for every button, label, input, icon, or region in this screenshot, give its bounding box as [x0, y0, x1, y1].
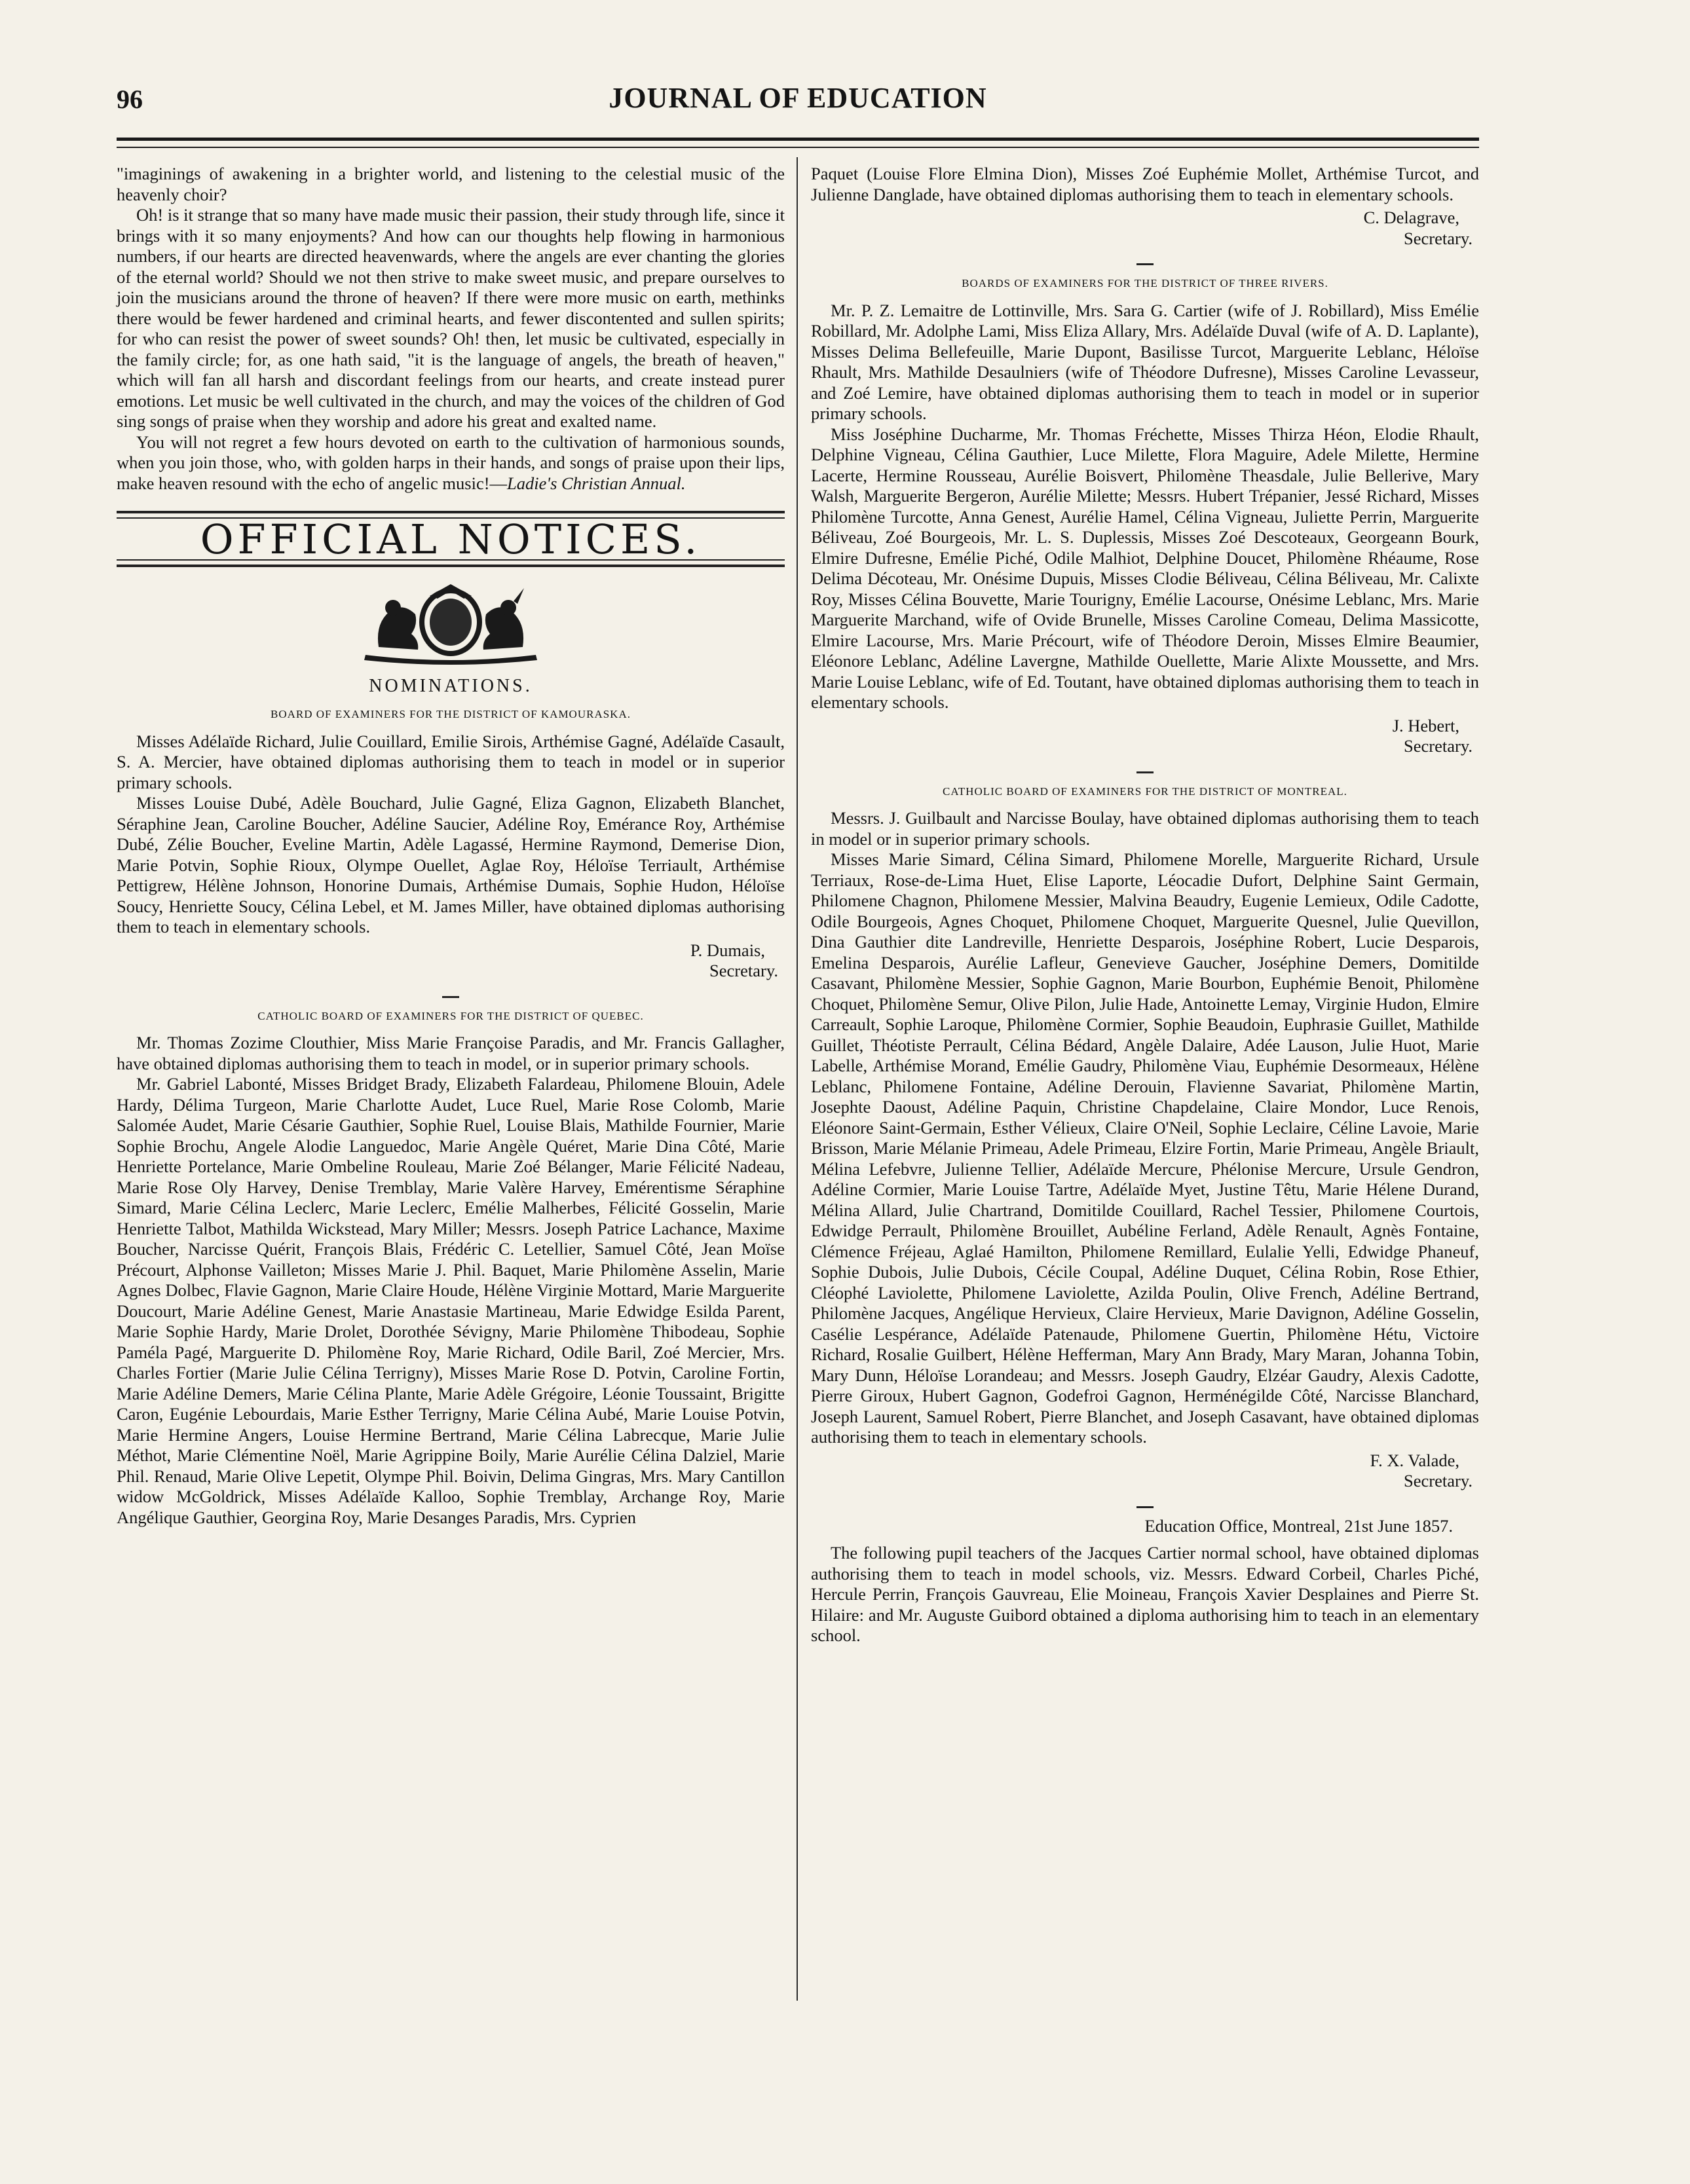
official-notices-block: [117, 511, 785, 567]
rule: [117, 565, 785, 567]
kamouraska-signature: P. Dumais,: [690, 940, 765, 960]
kamouraska-role: Secretary.: [709, 961, 778, 980]
intro-paragraph-3: [117, 432, 785, 494]
three-rivers-board-title: BOARDS OF EXAMINERS FOR THE DISTRICT OF THREE RIVERS.: [962, 277, 1328, 289]
rule: [117, 511, 785, 513]
closing-paragraph: The following pupil teachers of the Jacques Cartier normal school, have obtained diplomas authorising them to teach in model schools, viz. Messrs. Edward Corbeil, Charles Piché, Hercule Perrin, François Gauvreau, Elie Moineau, François Xavier Desplaines and Pierre St. Hilaire: and Mr. Auguste Guibord obtained a diploma authorising him to teach in an elementary school.: [811, 1543, 1479, 1645]
three-rivers-signature: J. Hebert,: [1392, 715, 1459, 735]
header-rule-thick: [117, 138, 1479, 141]
quebec-paragraph-2: Mr. Gabriel Labonté, Misses Bridget Brady, Elizabeth Falardeau, Philomene Blouin, Adele Hardy, Délima Turgeon, Marie Charlotte Audet, Luce Ruel, Marie Rose Colomb, Marie Salomée Audet, Marie Césarie Gauthier, Sophie Ruel, Louise Blais, Mathilde Fournier, Marie Sophie Brochu, Angele Alodie Languedoc, Marie Angèle Quéret, Marie Dina Côté, Marie Henriette Portelance, Marie Ombeline Rouleau, Marie Zoé Bélanger, Marie Félicité Nadeau, Marie Rose Oly Harvey, Denise Tremblay, Marie Valère Harvey, Emérentisme Séraphine Simard, Marie Célina Leclerc, Marie Leclerc, Emélie Malherbes, Félicité Gosselin, Marie Henriette Talbot, Mathilda Wickstead, Mary Miller; Messrs. Joseph Patrice Lachance, Maxime Boucher, Narcisse Quérit, François Blais, Frédéric C. Letellier, Samuel Côté, Jean Moïse Précourt, Alphonse Vailleton; Misses Marie J. Phil. Baquet, Marie Philomène Asselin, Marie Agnes Dolbec, Flavie Gagnon, Marie Claire Houde, Hélène Virginie Mottard, Marie Marguerite Doucourt, Marie Adéline Genest, Marie Anastasie Martineau, Marie Edwidge Esilda Parent, Marie Sophie Hardy, Marie Drolet, Dorothée Sévigny, Marie Philomène Thibodeau, Sophie Paméla Pagé, Marguerite D. Philomène Roy, Marie Richard, Odile Baril, Zoé Mercier, Mrs. Charles Fortier (Marie Julie Célina Terrigny), Misses Marie Rose D. Potvin, Caroline Fortin, Marie Adéline Demers, Marie Célina Plante, Marie Adèle Grégoire, Léonie Toussaint, Brigitte Caron, Eugénie Lebourdais, Marie Esther Terrigny, Marie Célina Aubé, Marie Louise Potvin, Marie Hermine Angers, Louise Hermine Bertrand, Marie Célina Labrecque, Marie Julie Méthot, Marie Clémentine Noël, Marie Agrippine Boily, Marie Aurélie Célina Dalziel, Marie Phil. Renaud, Marie Olive Lepetit, Olympe Phil. Boivin, Delima Gingras, Mrs. Mary Cantillon widow McGoldrick, Misses Adélaïde Kalloo, Sophie Tremblay, Archange Roy, Marie Angélique Gauthier, Georgina Roy, Marie Desanges Paradis, Mrs. Cyprien: [117, 1074, 785, 1527]
section-dash: [1136, 771, 1154, 773]
montreal-role: Secretary.: [1404, 1471, 1473, 1490]
quebec-continued: Paquet (Louise Flore Elmina Dion), Misses Zoé Euphémie Mollet, Arthémise Turcot, and Julienne Danglade, have obtained diplomas authorising them to teach in elementary schools.: [811, 164, 1479, 204]
dateline: Education Office, Montreal, 21st June 1857.: [1144, 1515, 1453, 1536]
quebec-paragraph-1: Mr. Thomas Zozime Clouthier, Miss Marie Françoise Paradis, and Mr. Francis Gallagher, have obtained diplomas authorising them to teach in model, or in superior primary schools.: [117, 1033, 785, 1073]
montreal-paragraph-2: Misses Marie Simard, Célina Simard, Philomene Morelle, Marguerite Richard, Ursule Terriaux, Rose-de-Lima Huet, Elise Laporte, Léocadie Dufort, Delphine Saint Germain, Philomene Chagnon, Philomene Messier, Malvina Beaudry, Eugenie Lemieux, Odile Cadotte, Odile Bourgeois, Agnes Choquet, Philomene Choquet, Marguerite Quesnel, Julie Quevillon, Dina Gauthier dite Landreville, Henriette Desparois, Joséphine Robert, Lucie Desparois, Emelina Desparois, Aurélie Lafleur, Genevieve Gaucher, Joséphine Demers, Domitilde Casavant, Philomène Messier, Sophie Gagnon, Marie Bourbon, Euphémie Benoit, Philomène Choquet, Philomène Semur, Olive Pilon, Julie Hade, Antoinette Lemay, Virginie Hudon, Elmire Carreault, Sophie Laroque, Philomène Cormier, Sophie Beaudoin, Euphrasie Guillet, Mathilde Guillet, Théotiste Perrault, Célina Bédard, Angèle Dalaire, Adée Lauson, Julie Huot, Marie Labelle, Arthémise Morand, Emélie Gaudry, Philomène Viau, Euphémie Desormeaux, Hélène Leblanc, Philomene Fontaine, Adéline Derouin, Flavienne Savariat, Philomène Martin, Josephte Daoust, Adéline Paquin, Christine Chapdelaine, Claire Mondor, Luce Renois, Eléonore Saint-Germain, Esther Vélieux, Claire O'Neil, Sophie Leclaire, Céline Lavoie, Marie Brisson, Marie Mélanie Primeau, Adele Primeau, Elzire Fortin, Marie Primeau, Angèle Briault, Mélina Lefebvre, Julienne Tellier, Adélaïde Mercure, Phélonise Mercure, Ursule Gendron, Adéline Cormier, Marie Louise Tartre, Adélaïde Myet, Justine Têtu, Marie Hélene Durand, Mélina Allard, Julie Chartrand, Domitilde Couillard, Rachel Tessier, Philomene Courtois, Edwidge Perrault, Philomène Brouillet, Aubéline Ferland, Adèle Renault, Agnès Fontaine, Clémence Fréjeau, Aglaé Hamilton, Philomene Remillard, Eulalie Yelli, Edwidge Phaneuf, Sophie Dubois, Julie Dubois, Cécile Coupal, Adéline Duquet, Célina Robin, Rose Ethier, Cléophé Laviolette, Philomene Laviolette, Azilda Poulin, Olive French, Adéline Bertrand, Philomène Jacques, Angélique Hervieux, Claire Hervieux, Marie Davignon, Adéline Gosselin, Casélie Lespérance, Adélaïde Patenaude, Philomene Guertin, Philomène Hétu, Victoire Richard, Rosalie Guilbert, Hélène Hefferman, Mary Ann Brady, Mary Maran, Johanna Tobin, Mary Dunn, Héloïse Lorandeau; and Messrs. Joseph Gaudry, Elzéar Gaudry, Alexis Cadotte, Pierre Giroux, Hubert Gagnon, Godefroi Gagnon, Herménégilde Côté, Narcisse Blanchard, Joseph Laurent, Samuel Robert, Pierre Blanchet, and Joseph Casavant, have obtained diplomas authorising them to teach in elementary schools.: [811, 849, 1479, 1447]
quebec-signature: C. Delagrave,: [1363, 208, 1459, 227]
left-column: [117, 164, 785, 1528]
intro-paragraph-3-text: You will not regret a few hours devoted on earth to the cultivation of harmonious sounds, when you join those, who, with golden harps in their hands, and songs of praise upon their lips, make heaven resound with the echo of angelic music!—: [117, 432, 785, 493]
kamouraska-board-title: BOARD OF EXAMINERS FOR THE DISTRICT OF KAMOURASKA.: [271, 708, 631, 720]
quebec-role: Secretary.: [1404, 228, 1473, 248]
three-rivers-role: Secretary.: [1404, 736, 1473, 756]
three-rivers-paragraph-2: Miss Joséphine Ducharme, Mr. Thomas Fréchette, Misses Thirza Héon, Elodie Rhault, Delphine Vigneau, Célina Gauthier, Luce Milette, Flora Maguire, Adele Milette, Hermine Lacerte, Hermine Rousseau, Aurélie Boisvert, Philomène Theasdale, Julie Bellerive, Mary Walsh, Marguerite Bergeron, Aurélie Milette; Messrs. Hubert Trépanier, Jessé Richard, Misses Philomène Turcotte, Anna Genest, Aurélie Hamel, Célina Vigneau, Juliette Perrin, Marguerite Béliveau, Zoé Bourgeois, Mr. L. S. Duplessis, Misses Zoé Descoteaux, Georgeann Bourk, Elmire Dufresne, Emélie Piché, Odile Malhiot, Delphine Doucet, Philomène Rhéaume, Rose Delima Décoteau, Mr. Onésime Dupuis, Misses Clodie Béliveau, Célina Béliveau, Mr. Calixte Roy, Misses Célina Bouvette, Marie Tourigny, Emélie Lacourse, Onésime Leblanc, Mrs. Marie Marguerite Marchand, wife of Ovide Brunelle, Misses Caroline Comeau, Delima Massicotte, Elmire Lacourse, Mrs. Marie Précourt, wife of Théodore Deroin, Misses Elmire Beaumier, Eléonore Leblanc, Adéline Lavergne, Mathilde Ouellette, Marie Alixte Moussette, and Mrs. Marie Louise Leblanc, wife of Ed. Toutant, have obtained diplomas authorising them to teach in elementary schools.: [811, 424, 1479, 712]
three-rivers-paragraph-1: Mr. P. Z. Lemaitre de Lottinville, Mrs. Sara G. Cartier (wife of J. Robillard), Miss Emélie Robillard, Mr. Adolphe Lami, Miss Eliza Allary, Mrs. Adélaïde Duval (wife of A. D. Laplante), Misses Delima Bellefeuille, Marie Dupont, Basilisse Turcot, Marguerite Leblanc, Héloïse Rhault, Mrs. Mathilde Desaulniers (wife of Théodore Dufresne), Misses Caroline Levasseur, and Zoé Lemire, have obtained diplomas authorising them to teach in model or in superior primary schools.: [811, 300, 1479, 423]
official-notices-heading: OFFICIAL NOTICES.: [200, 515, 702, 563]
section-dash: [442, 996, 459, 998]
intro-paragraph-2: Oh! is it strange that so many have made music their passion, their study through life, since it brings with it so many enjoyments? And how can our thoughts help flowing in harmonious numbers, if our hearts are directed heavenwards, where the angels are ever chanting the glories of the eternal world? Should we not then strive to make sweet music, and prepare ourselves to join the musicians around the throne of heaven? If there were more music on earth, methinks there would be fewer hardened and criminal hearts, and fewer discontented and sullen spirits; for who can resist the power of sweet sounds? Oh! then, let music be cultivated, especially in the family circle; for, as one hath said, "it is the language of angels, the breath of heaven," which will fan all harsh and discordant feelings from our hearts, and create instead purer emotions. Let music be well cultivated in the church, and may the voices of the children of God sing songs of praise when they worship and adore his great and exalted name.: [117, 205, 785, 431]
nominations-heading: NOMINATIONS.: [369, 675, 533, 696]
intro-paragraph-1: "imaginings of awakening in a brighter world, and listening to the celestial music of the heavenly choir?: [117, 164, 785, 204]
running-title: JOURNAL OF EDUCATION: [609, 82, 987, 114]
royal-arms-icon: [352, 582, 549, 667]
section-dash: [1136, 263, 1154, 265]
kamouraska-paragraph-2: Misses Louise Dubé, Adèle Bouchard, Julie Gagné, Eliza Gagnon, Elizabeth Blanchet, Séraphine Jean, Caroline Boucher, Adéline Saucier, Adéline Roy, Emérance Roy, Arthémise Dubé, Zélie Boucher, Eveline Martin, Adèle Lagassé, Hermine Raymond, Demerise Dion, Marie Potvin, Sophie Rioux, Olympe Ouellet, Aglae Roy, Héloïse Terriault, Arthémise Pettigrew, Hélène Johnson, Honorine Dumais, Arthémise Dumais, Sophie Hudon, Héloïse Soucy, Henriette Soucy, Célina Lebel, et M. James Miller, have obtained diplomas authorising them to teach in elementary schools.: [117, 793, 785, 936]
page-number: 96: [117, 84, 143, 114]
quebec-board-title: CATHOLIC BOARD OF EXAMINERS FOR THE DISTRICT OF QUEBEC.: [257, 1009, 644, 1022]
section-dash: [1136, 1506, 1154, 1508]
header-rule-thin: [117, 147, 1479, 148]
montreal-board-title: CATHOLIC BOARD OF EXAMINERS FOR THE DISTRICT OF MONTREAL.: [943, 785, 1347, 798]
intro-source: Ladie's Christian Annual.: [507, 473, 686, 493]
montreal-signature: F. X. Valade,: [1370, 1450, 1459, 1470]
right-column: [811, 164, 1479, 1646]
montreal-paragraph-1: Messrs. J. Guilbault and Narcisse Boulay, have obtained diplomas authorising them to teach in model or in superior primary schools.: [811, 808, 1479, 849]
kamouraska-paragraph-1: Misses Adélaïde Richard, Julie Couillard, Emilie Sirois, Arthémise Gagné, Adélaïde Casault, S. A. Mercier, have obtained diplomas authorising them to teach in model or in superior primary schools.: [117, 731, 785, 792]
column-divider: [797, 157, 798, 2001]
